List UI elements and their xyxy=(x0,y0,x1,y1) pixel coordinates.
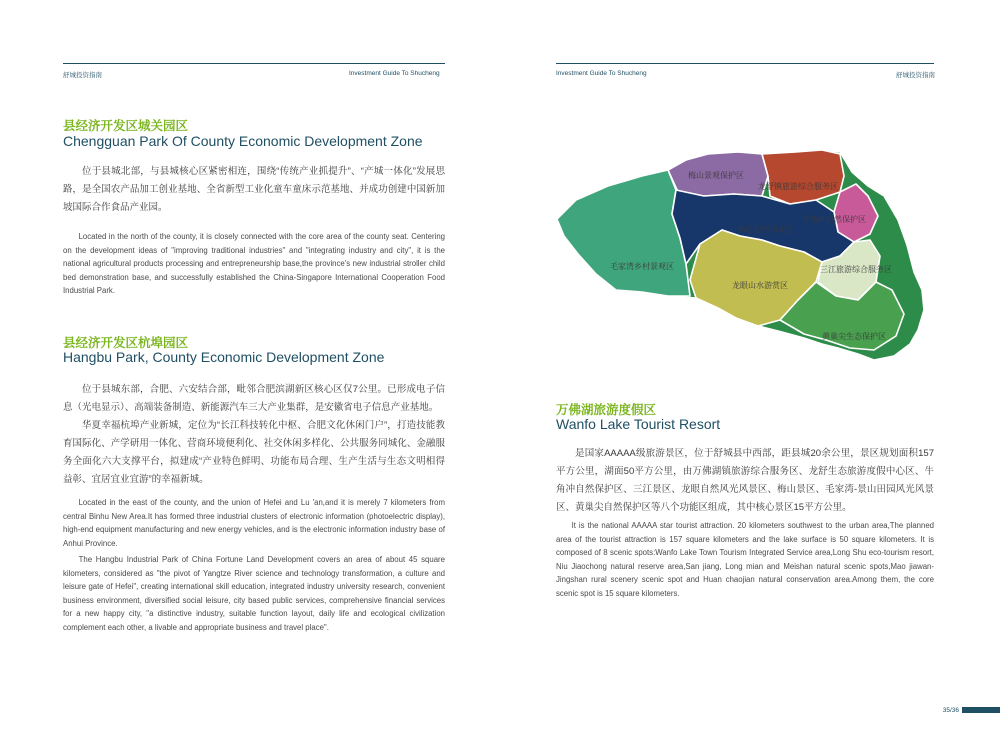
paragraph-zh: 位于县城东部，合肥、六安结合部，毗邻合肥滨湖新区核心区仅7公里。已形成电子信息（光电显示）、高端装备制造、新能源汽车三大产业集群，是安徽省电子信息产业基地。 xyxy=(63,384,445,413)
paragraph-en: Located in the north of the county, it is closely connected with the core area of the county seat. Centering on the development ideas of "improving traditional industries" and "integrating industry and city", it is the national agricultural products processing and entrepreneurship base,the province's new industrial stroller child bed demonstration base, and successfully established the China-Singapore International Cooperation Food Industrial Park. xyxy=(63,232,445,296)
paragraph-en: The Hangbu Industrial Park of China Fortune Land Development covers an area of about 45 square kilometers, considered as "the pivot of Yangtze River science and technology transformation, a culture and leisure gate of Hefei", creating international skill education, integrated industry university research, convenient business environment, diversified social leisure, city based public services, comprehensive financial services for a new happy city, "a distinctive industry, suitable function layout, daily life and ecological civilization complement each other, a livable and appropriate business and travel place". xyxy=(63,555,445,632)
paragraph-zh: 是国家AAAAA级旅游景区，位于舒城县中西部，距县城20余公里，景区规划面积157平方公里，湖面50平方公里，由万佛湖镇旅游综合服务区、龙舒生态旅游度假中心区、牛角冲自然保护区、三江景区、龙眼自然风光风景区、梅山景区、毛家湾-景山田园风光风景区、黄巢尖自然保护区等八个功能区组成，其中核心景区15平方公里。 xyxy=(556,448,934,513)
map-label-meishan: 梅山景观保护区 xyxy=(688,171,744,180)
map-zone-maojiawan xyxy=(557,170,690,296)
header-title-en: Investment Guide To Shucheng xyxy=(556,70,647,77)
right-page xyxy=(500,0,1000,747)
header-title-zh: 舒城投资指南 xyxy=(63,72,102,79)
section-title-zh: 县经济开发区城关园区 xyxy=(63,119,189,133)
map-label-maojiawan: 毛家湾乡村景观区 xyxy=(610,262,674,271)
paragraph-en: Located in the east of the county, and the union of Hefei and Lu 'an,and it is merely 7 kilometers from central Binhu New Area.It has formed three industrial clusters of electronic information (photoelectric display), high-end equipment manufacturing and new energy vehicles, and is the electronic information industry base of Anhui Province. xyxy=(63,498,445,548)
map-label-huangchaojian: 黄巢尖生态保护区 xyxy=(822,332,886,341)
wanfo-lake-zone-map xyxy=(500,0,1000,390)
section-title-zh: 县经济开发区杭埠园区 xyxy=(63,336,189,350)
map-label-longyan: 龙眼山水游赏区 xyxy=(732,281,788,290)
map-label-core: 核心自然风光区 xyxy=(738,225,794,234)
section-title-en: Hangbu Park, County Economic Development Zone xyxy=(63,349,385,365)
section-title-en: Wanfo Lake Tourist Resort xyxy=(556,416,721,432)
paragraph-zh: 位于县城北部，与县城核心区紧密相连，围绕“传统产业抓提升”、“产城一体化”发展思路，是全国农产品加工创业基地、全省新型工业化童车童床示范基地、并成功创建中国新加坡国际合作食品产业园。 xyxy=(63,166,445,213)
page-number-bar xyxy=(962,707,1000,713)
map-label-niujiaochong: 牛角冲自然保护区 xyxy=(802,215,866,224)
header-title-zh: 舒城投资指南 xyxy=(896,72,935,79)
map-label-sanjiang: 三江旅游综合服务区 xyxy=(820,265,892,274)
paragraph-zh: 华夏幸福杭埠产业新城，定位为“长江科技转化中枢、合肥文化休闲门户”，打造技能教育国际化、产学研用一体化、营商环境便利化、社交休闲多样化、公共服务同城化、金融服务全面化六大支撑平台，拟建成“产业特色鲜明、功能布局合理、生产生活与生态文明相得益彰、宜居宜业宜游”的幸福新城。 xyxy=(63,420,445,485)
section-title-en: Chengguan Park Of County Economic Development Zone xyxy=(63,133,423,149)
map-label-longshu: 龙舒镇旅游综合服务区 xyxy=(758,182,838,191)
page-number: 35/36 xyxy=(942,707,959,714)
paragraph-en: It is the national AAAAA star tourist attraction. 20 kilometers southwest to the urban area,The planned area of the tourist attraction is 157 square kilometers and the lake surface is 50 square kilometers. It is composed of 8 scenic spots:Wanfo Lake Town Tourism Integrated Service area,Long Shu eco-tourism resort, Niu Jiaochong natural reserve area,San jiang, Long mian and Meishan natural scenic spots,Mao jiawan-Jingshan rural scenery scenic spot and Huan chaojian natural conservation area.Among them, the core scenic spot is 15 square kilometers. xyxy=(556,521,934,598)
header-rule xyxy=(63,63,445,64)
section-title-zh: 万佛湖旅游度假区 xyxy=(556,403,657,417)
header-title-en: Investment Guide To Shucheng xyxy=(349,70,440,77)
